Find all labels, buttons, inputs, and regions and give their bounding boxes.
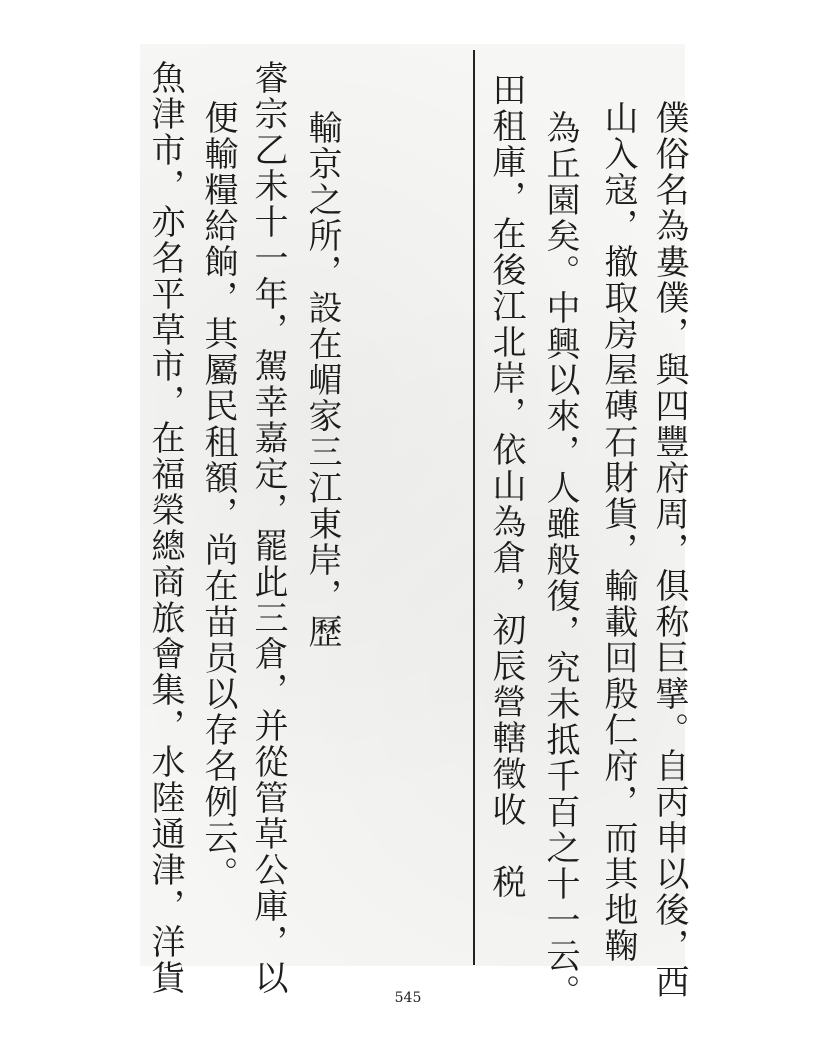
text-column-5: 輸京之所，設在嵋家三江東岸，歷	[302, 110, 342, 650]
text-column-1: 僕俗名為婁僕，與四豐府周，俱称巨擘。自丙申以後，西	[649, 100, 689, 1000]
column-divider	[473, 50, 475, 965]
text-column-3: 為丘園矣。中興以來，人雖般復，究未抵千百之十一云。	[540, 110, 580, 1010]
text-column-7: 便輸糧給餉，其屬民租額，尚在苗员以存名例云。	[198, 100, 238, 892]
page-number: 545	[394, 990, 422, 1006]
text-column-4: 田租庫，在後江北岸，依山為倉，初辰營轄徵收 税	[486, 72, 526, 900]
text-column-8: 魚津市，亦名平草市，在福榮總商旅會集，水陸通津，洋貨	[145, 60, 185, 996]
text-column-6: 睿宗乙未十一年，駕幸嘉定，罷此三倉，并從管草公庫，以	[248, 60, 288, 996]
text-column-2: 山入寇，撤取房屋磚石財貨，輸載回殷仁府，而其地鞠	[598, 100, 638, 964]
